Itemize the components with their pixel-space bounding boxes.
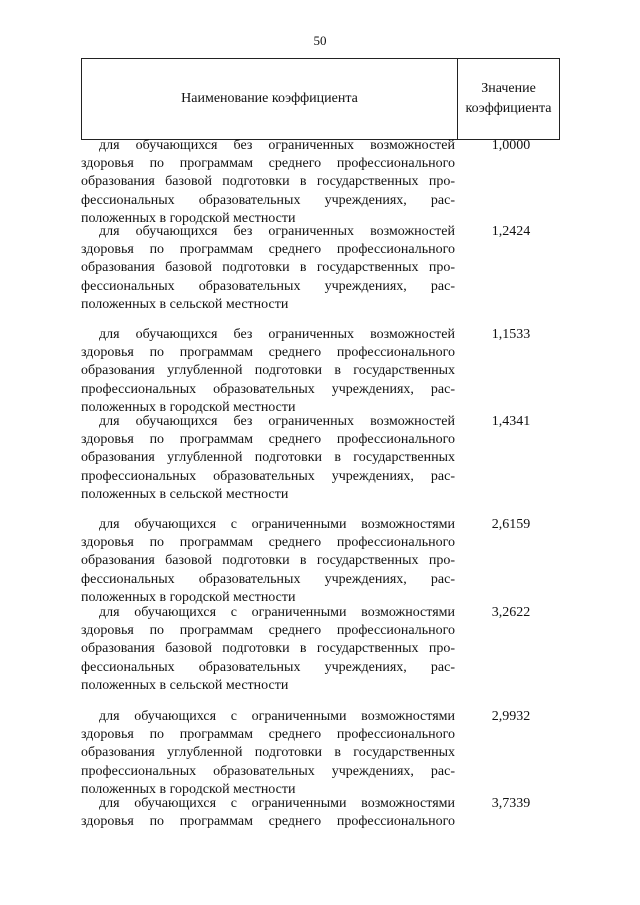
row-line: фессиональных образовательных учреждениях, рас- bbox=[81, 659, 455, 675]
table-row bbox=[81, 137, 561, 228]
row-value: 3,7339 bbox=[491, 796, 531, 811]
row-line: здоровья по программам среднего профессионального bbox=[81, 623, 455, 639]
table-row bbox=[81, 604, 561, 695]
row-value: 1,4341 bbox=[491, 414, 531, 429]
row-line: положенных в сельской местности bbox=[81, 677, 289, 693]
row-line: положенных в городской местности bbox=[81, 399, 296, 415]
row-line: для обучающихся без ограниченных возможностей bbox=[99, 414, 455, 429]
row-line: фессиональных образовательных учреждениях, рас- bbox=[81, 278, 455, 294]
column-header-name: Наименование коэффициента bbox=[82, 59, 458, 139]
row-line: положенных в городской местности bbox=[81, 210, 296, 226]
row-line: здоровья по программам среднего профессионального bbox=[81, 814, 455, 830]
row-line: образования базовой подготовки в государственных про- bbox=[81, 174, 455, 190]
row-description bbox=[81, 708, 455, 799]
row-value: 3,2622 bbox=[491, 605, 531, 620]
row-line: положенных в городской местности bbox=[81, 589, 296, 605]
row-line: для обучающихся с ограниченными возможностями bbox=[99, 605, 455, 620]
row-line: для обучающихся без ограниченных возможностей bbox=[99, 138, 455, 153]
table-row bbox=[81, 795, 561, 831]
row-line: для обучающихся с ограниченными возможностями bbox=[99, 517, 455, 532]
row-line: для обучающихся с ограниченными возможностями bbox=[99, 796, 455, 811]
row-line: положенных в городской местности bbox=[81, 781, 296, 797]
row-value: 2,9932 bbox=[491, 709, 531, 724]
row-line: положенных в сельской местности bbox=[81, 486, 289, 502]
row-line: здоровья по программам среднего профессионального bbox=[81, 432, 455, 448]
table-row bbox=[81, 516, 561, 607]
row-line: здоровья по программам среднего профессионального bbox=[81, 535, 455, 551]
row-description bbox=[81, 326, 455, 417]
table-row bbox=[81, 413, 561, 504]
row-description bbox=[81, 516, 455, 607]
row-line: здоровья по программам среднего профессионального bbox=[81, 345, 455, 361]
row-line: фессиональных образовательных учреждениях, рас- bbox=[81, 571, 455, 587]
column-header-value-line1: Значение bbox=[481, 81, 536, 96]
row-description bbox=[81, 413, 455, 504]
page-number: 50 bbox=[313, 33, 327, 48]
row-line: фессиональных образовательных учреждениях, рас- bbox=[81, 192, 455, 208]
table-row bbox=[81, 708, 561, 799]
row-line: образования базовой подготовки в государственных про- bbox=[81, 260, 455, 276]
row-value: 1,0000 bbox=[491, 138, 531, 153]
row-value: 1,1533 bbox=[491, 327, 531, 342]
row-line: положенных в сельской местности bbox=[81, 296, 289, 312]
row-line: для обучающихся без ограниченных возможностей bbox=[99, 224, 455, 239]
row-line: для обучающихся без ограниченных возможностей bbox=[99, 327, 455, 342]
row-line: здоровья по программам среднего профессионального bbox=[81, 242, 455, 258]
row-line: образования базовой подготовки в государственных про- bbox=[81, 553, 455, 569]
column-header-value-line2: коэффициента bbox=[465, 101, 552, 116]
row-line: профессиональных образовательных учреждениях, рас- bbox=[81, 381, 455, 397]
row-line: для обучающихся с ограниченными возможностями bbox=[99, 709, 455, 724]
row-description bbox=[81, 604, 455, 695]
row-line: профессиональных образовательных учреждениях, рас- bbox=[81, 468, 455, 484]
row-line: профессиональных образовательных учреждениях, рас- bbox=[81, 763, 455, 779]
row-description bbox=[81, 137, 455, 228]
row-line: образования базовой подготовки в государственных про- bbox=[81, 641, 455, 657]
table-row bbox=[81, 223, 561, 314]
row-line: здоровья по программам среднего профессионального bbox=[81, 727, 455, 743]
row-description bbox=[81, 795, 455, 831]
row-value: 2,6159 bbox=[491, 517, 531, 532]
row-line: образования углубленной подготовки в государственных bbox=[81, 363, 455, 379]
row-description bbox=[81, 223, 455, 314]
row-line: здоровья по программам среднего профессионального bbox=[81, 156, 455, 172]
row-value: 1,2424 bbox=[491, 224, 531, 239]
row-line: образования углубленной подготовки в государственных bbox=[81, 450, 455, 466]
table-row bbox=[81, 326, 561, 417]
row-line: образования углубленной подготовки в государственных bbox=[81, 745, 455, 761]
